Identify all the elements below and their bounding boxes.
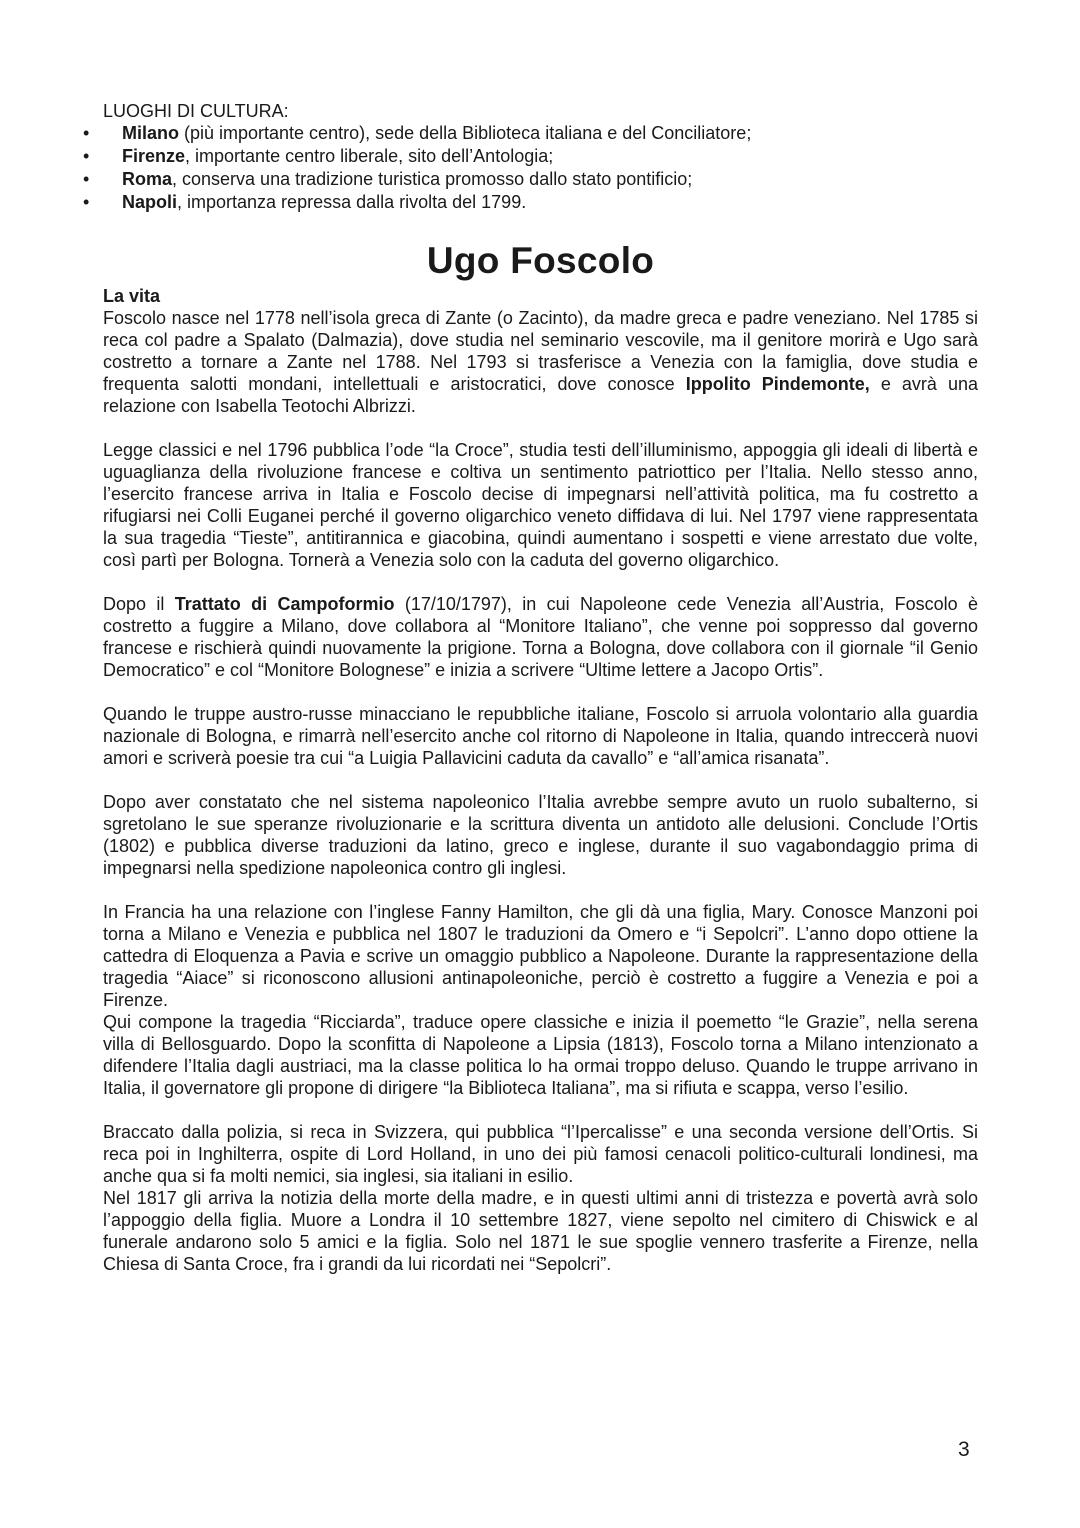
culture-header: LUOGHI DI CULTURA: bbox=[103, 101, 289, 121]
city-name: Firenze bbox=[122, 146, 186, 166]
page-title: Ugo Foscolo bbox=[426, 240, 655, 281]
paragraph: In Francia ha una relazione con l’inglese Fanny Hamilton, che gli dà una figlia, Mary. Conosce Manzoni poi torna a Milano e Venezia e pubblica nel 1807 le traduzioni da Omero e “i Sepolcri”. L’anno dopo ottiene la cattedra di Eloquenza a Pavia e scrive un omaggio pubblico a Napoleone. Durante la rappresentazione della tragedia “Aiace” si riconoscono allusioni antinapoleoniche, perciò è costretto a fuggire a Venezia e poi a Firenze. bbox=[103, 902, 978, 1010]
paragraph: Nel 1817 gli arriva la notizia della morte della madre, e in questi ultimi anni di tristezza e povertà avrà solo l’appoggio della figlia. Muore a Londra il 10 settembre 1827, viene sepolto nel cimitero di Chiswick e al funerale andarono solo 5 amici e la figlia. Solo nel 1871 le sue spoglie vennero trasferite a Firenze, nella Chiesa di Santa Croce, fra i grandi da lui ricordati nei “Sepolcri”. bbox=[103, 1188, 978, 1274]
list-item bbox=[83, 145, 978, 168]
city-description: (più importante centro), sede della Biblioteca italiana e del Conciliatore; bbox=[179, 123, 752, 143]
city-description: , conserva una tradizione turistica promosso dallo stato pontificio; bbox=[172, 169, 693, 189]
bullet-icon: • bbox=[83, 169, 90, 189]
culture-list bbox=[83, 122, 978, 214]
section-subhead: La vita bbox=[103, 286, 161, 306]
list-item bbox=[83, 122, 978, 145]
paragraph: Legge classici e nel 1796 pubblica l’ode “la Croce”, studia testi dell’illuminismo, appoggia gli ideali di libertà e uguaglianza della rivoluzione francese e coltiva un sentimento patriottico per l’Italia. Nello stesso anno, l’esercito francese arriva in Italia e Foscolo decise di impegnarsi nell’attività politica, ma fu costretto a rifugiarsi nei Colli Euganei perché il governo oligarchico veneto diffidava di lui. Nel 1797 viene rappresentata la sua tragedia “Tieste”, antitirannica e giacobina, quindi aumentano i sospetti e viene arrestato due volte, così partì per Bologna. Tornerà a Venezia solo con la caduta del governo oligarchico. bbox=[103, 440, 978, 570]
paragraph: Dopo il Trattato di Campoformio (17/10/1797), in cui Napoleone cede Venezia all’Austria, Foscolo è costretto a fuggire a Milano, dove collabora al “Monitore Italiano”, che venne poi soppresso dal governo francese e rischierà quindi nuovamente la prigione. Torna a Bologna, dove collabora con il giornale “il Genio Democratico” e col “Monitore Bolognese” e inizia a scrivere “Ultime lettere a Jacopo Ortis”. bbox=[103, 594, 978, 680]
list-item bbox=[83, 168, 978, 191]
paragraph: Braccato dalla polizia, si reca in Svizzera, qui pubblica “l’Ipercalisse” e una seconda versione dell’Ortis. Si reca poi in Inghilterra, ospite di Lord Holland, in uno dei più famosi cenacoli politico-culturali londinesi, ma anche qua si fa molti nemici, sia inglesi, sia italiani in esilio. bbox=[103, 1122, 978, 1186]
page-number: 3 bbox=[958, 1438, 970, 1461]
bold-term: Trattato di Campoformio bbox=[174, 594, 395, 614]
city-name: Milano bbox=[122, 123, 179, 143]
paragraph: Quando le truppe austro-russe minacciano le repubbliche italiane, Foscolo si arruola volontario alla guardia nazionale di Bologna, e rimarrà nell’esercito anche col ritorno di Napoleone in Italia, quando intreccerà nuovi amori e scriverà poesie tra cui “a Luigia Pallavicini caduta da cavallo” e “all’amica risanata”. bbox=[103, 704, 978, 768]
city-description: , importante centro liberale, sito dell’Antologia; bbox=[185, 146, 554, 166]
city-description: , importanza repressa dalla rivolta del 1799. bbox=[177, 192, 527, 212]
bullet-icon: • bbox=[83, 192, 90, 212]
bullet-icon: • bbox=[83, 123, 90, 143]
paragraph: Dopo aver constatato che nel sistema napoleonico l’Italia avrebbe sempre avuto un ruolo subalterno, si sgretolano le sue speranze rivoluzionarie e la scrittura diventa un antidoto alle delusioni. Conclude l’Ortis (1802) e pubblica diverse traduzioni da latino, greco e inglese, durante il suo vagabondaggio prima di impegnarsi nella spedizione napoleonica contro gli inglesi. bbox=[103, 792, 978, 878]
paragraph: Foscolo nasce nel 1778 nell’isola greca di Zante (o Zacinto), da madre greca e padre veneziano. Nel 1785 si reca col padre a Spalato (Dalmazia), dove studia nel seminario vescovile, ma il genitore morirà e Ugo sarà costretto a tornare a Zante nel 1788. Nel 1793 si trasferisce a Venezia con la famiglia, dove studia e frequenta salotti mondani, intellettuali e aristocratici, dove conosce Ippolito Pindemonte, e avrà una relazione con Isabella Teotochi Albrizzi. bbox=[103, 308, 979, 416]
city-name: Napoli bbox=[122, 192, 178, 212]
bullet-icon: • bbox=[83, 146, 90, 166]
bold-name: Ippolito Pindemonte, bbox=[685, 374, 870, 394]
city-name: Roma bbox=[122, 169, 173, 189]
paragraph: Qui compone la tragedia “Ricciarda”, traduce opere classiche e inizia il poemetto “le Grazie”, nella serena villa di Bellosguardo. Dopo la sconfitta di Napoleone a Lipsia (1813), Foscolo torna a Milano intenzionato a difendere l’Italia dagli austriaci, ma la classe politica lo ha ormai troppo deluso. Quando le truppe arrivano in Italia, il governatore gli propone di dirigere “la Biblioteca Italiana”, ma si rifiuta e scappa, verso l’esilio. bbox=[103, 1012, 978, 1098]
document-page bbox=[83, 100, 979, 1275]
list-item bbox=[83, 191, 978, 214]
